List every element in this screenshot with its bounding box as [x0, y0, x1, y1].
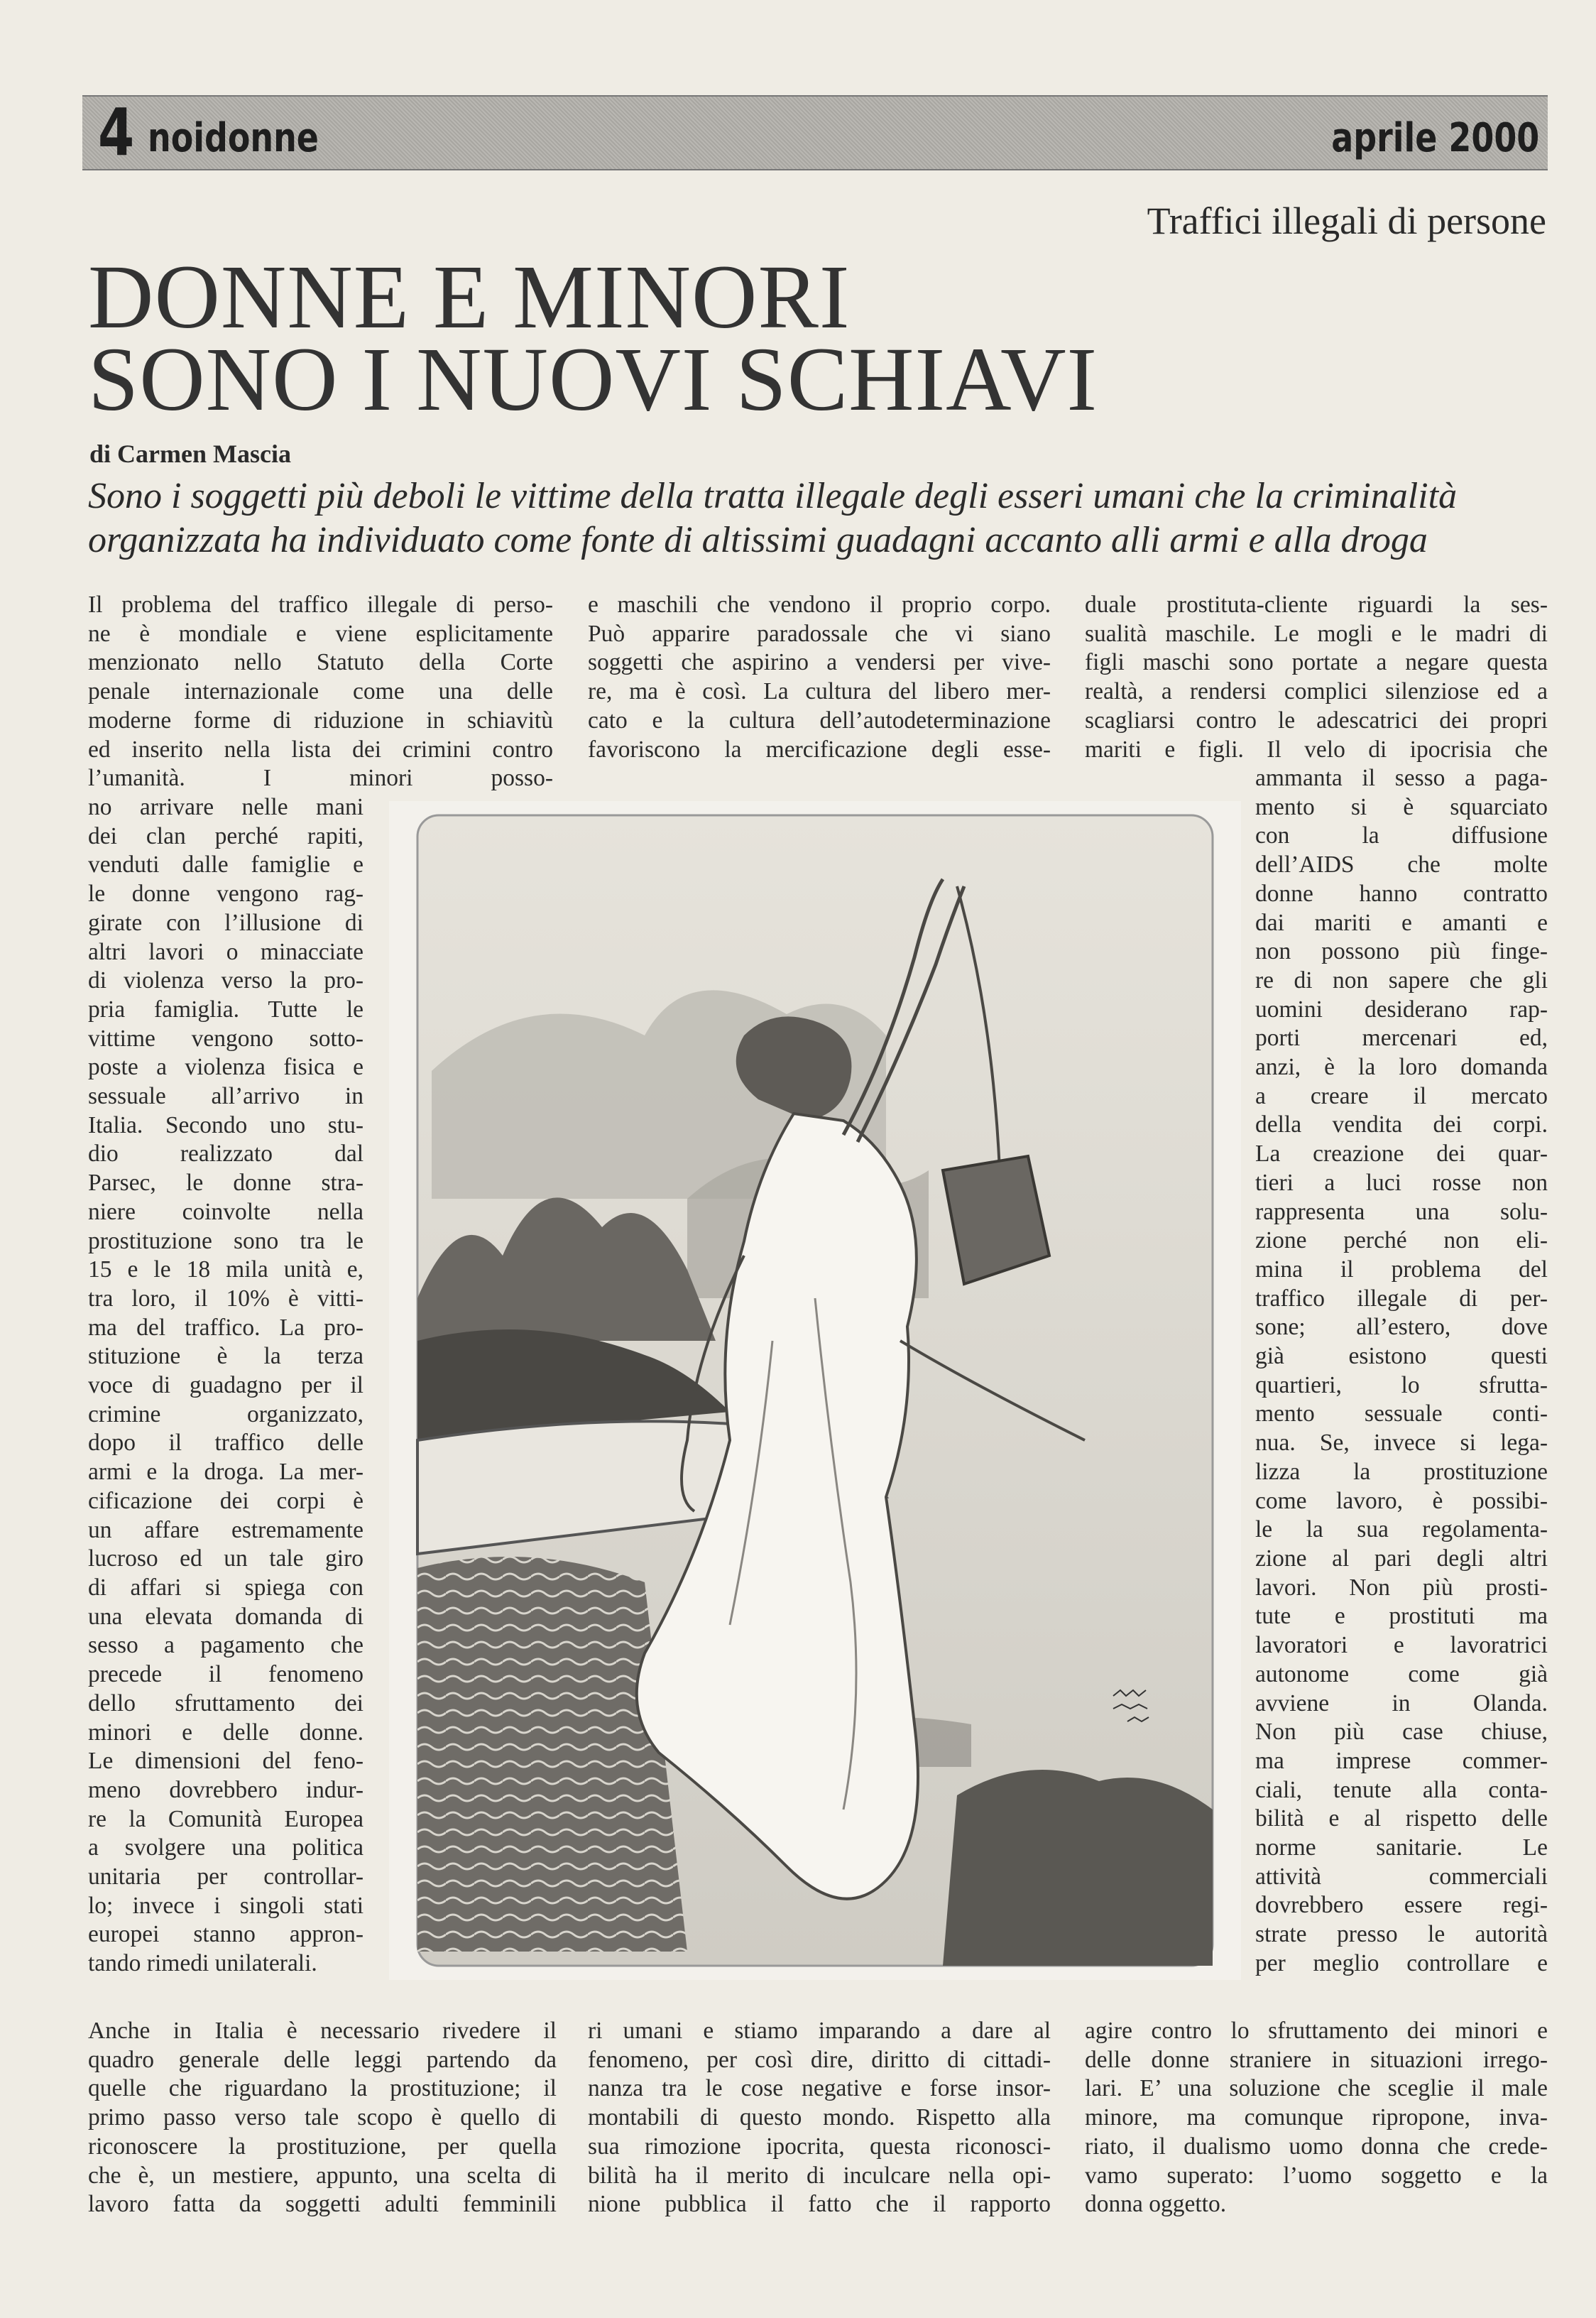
text-line: dello sfruttamento dei — [88, 1689, 364, 1716]
text-line: quadro generale delle leggi partendo da — [88, 2046, 557, 2073]
text-line: agire contro lo sfruttamento dei minori e — [1085, 2018, 1548, 2044]
text-line: girate con l’illusione di — [88, 909, 364, 936]
text-line: no arrivare nelle mani — [88, 794, 364, 820]
text-line: Italia. Secondo uno stu- — [88, 1111, 364, 1138]
text-line: dopo il traffico delle — [88, 1430, 364, 1457]
text-line: re, ma è così. La cultura del libero mer- — [588, 678, 1051, 705]
text-line: La creazione dei quar- — [1255, 1141, 1548, 1168]
text-line: le la sua regolamenta- — [1255, 1516, 1548, 1543]
text-line: venduti dalle famiglie e — [88, 851, 364, 878]
text-line: crimine organizzato, — [88, 1400, 364, 1427]
text-line: ne è mondiale e viene esplicitamente — [88, 620, 553, 647]
text-line: bilità e al rispetto delle — [1255, 1805, 1548, 1832]
text-line: donna oggetto. — [1085, 2191, 1227, 2218]
text-line: primo passo verso tale scopo è quello di — [88, 2104, 557, 2131]
text-line: autonome come già — [1255, 1660, 1548, 1687]
headline-line-1: DONNE E MINORI — [88, 246, 851, 347]
text-line: già esistono questi — [1255, 1343, 1548, 1370]
text-line: tute e prostituti ma — [1255, 1603, 1548, 1630]
illustration-woman-with-lantern — [389, 801, 1241, 1980]
text-line: penale internazionale come una delle — [88, 678, 553, 705]
text-line: delle donne straniere in situazioni irrego- — [1085, 2046, 1548, 2073]
text-line: sualità maschile. Le mogli e le madri di — [1085, 620, 1548, 647]
text-line: dell’AIDS che molte — [1255, 851, 1548, 878]
text-line: che è, un mestiere, appunto, una scelta di — [88, 2162, 557, 2189]
text-line: donne hanno contratto — [1255, 880, 1548, 907]
text-line: per meglio controllare e — [1255, 1949, 1548, 1976]
text-line: unitaria per controllar- — [88, 1863, 364, 1890]
text-line: ma del traffico. La pro- — [88, 1314, 364, 1341]
text-line: lavoratori e lavoratrici — [1255, 1632, 1548, 1659]
text-line: Non più case chiuse, — [1255, 1719, 1548, 1746]
text-line: pria famiglia. Tutte le — [88, 996, 364, 1023]
text-line: lizza la prostituzione — [1255, 1458, 1548, 1485]
text-line: minori e delle donne. — [88, 1719, 364, 1746]
text-line: realtà, a rendersi complici silenziose ed a — [1085, 678, 1548, 705]
text-line: rappresenta una solu- — [1255, 1198, 1548, 1225]
section-label: Traffici illegali di persone — [1147, 200, 1546, 242]
text-line: ri umani e stiamo imparando a dare al — [588, 2018, 1051, 2044]
text-line: mento sessuale conti- — [1255, 1400, 1548, 1427]
column-1-narrow — [88, 793, 364, 1979]
byline: di Carmen Mascia — [89, 440, 291, 468]
text-line: mina il problema del — [1255, 1256, 1548, 1283]
text-line: cato e la cultura dell’autodeterminazione — [588, 707, 1051, 734]
text-line: dei clan perché rapiti, — [88, 822, 364, 849]
text-line: ma imprese commer- — [1255, 1747, 1548, 1774]
headline — [88, 246, 1437, 430]
text-line: le donne vengono rag- — [88, 881, 364, 908]
sea-waves — [417, 1557, 687, 1952]
column-3-narrow — [1255, 764, 1548, 1979]
text-line: re la Comunità Europea — [88, 1805, 364, 1832]
text-line: anzi, è la loro domanda — [1255, 1054, 1548, 1081]
text-line: Le dimensioni del feno- — [88, 1748, 364, 1775]
text-line: Il problema del traffico illegale di perso- — [88, 592, 553, 618]
rocky-shore — [943, 1770, 1213, 1966]
text-line: vamo superato: l’uomo soggetto e la — [1085, 2162, 1548, 2189]
text-line: nione pubblica il fatto che il rapporto — [588, 2191, 1051, 2218]
text-line: figli maschi sono portate a negare questa — [1085, 649, 1548, 676]
text-line: tieri a luci rosse non — [1255, 1169, 1548, 1196]
text-line: lavori. Non più prosti- — [1255, 1574, 1548, 1601]
text-line: a creare il mercato — [1255, 1082, 1548, 1109]
text-line: armi e la droga. La mer- — [88, 1459, 364, 1486]
subhead: Sono i soggetti più deboli le vittime della tratta illegale degli esseri umani che la criminalità organizzata ha individuato come fonte di altissimi guadagni accanto alli armi e alla droga — [88, 476, 1458, 560]
text-line: Anche in Italia è necessario rivedere il — [88, 2018, 557, 2044]
text-line: menzionato nello Statuto della Corte — [88, 649, 553, 676]
text-line: traffico illegale di per- — [1255, 1285, 1548, 1312]
text-line: moderne forme di riduzione in schiavitù — [88, 707, 553, 734]
text-line: e maschili che vendono il proprio corpo. — [588, 592, 1051, 618]
text-line: favoriscono la mercificazione degli esse- — [588, 736, 1051, 763]
text-line: Può apparire paradossale che vi siano — [588, 620, 1051, 647]
text-line: l’umanità. I minori posso- — [88, 765, 553, 792]
text-line: quartieri, lo sfrutta- — [1255, 1371, 1548, 1398]
text-line: niere coinvolte nella — [88, 1198, 364, 1225]
text-line: dovrebbero essere regi- — [1255, 1892, 1548, 1919]
text-line: dai mariti e amanti e — [1255, 909, 1548, 936]
text-line: avviene in Olanda. — [1255, 1689, 1548, 1716]
text-line: poste a violenza fisica e — [88, 1054, 364, 1081]
text-line: attività commerciali — [1255, 1863, 1548, 1890]
text-line: ed inserito nella lista dei crimini contro — [88, 736, 553, 763]
text-line: tra loro, il 10% è vitti- — [88, 1285, 364, 1312]
text-line: scagliarsi contro le adescatrici dei propri — [1085, 707, 1548, 734]
text-line: altri lavori o minacciate — [88, 938, 364, 965]
text-line: lari. E’ una soluzione che sceglie il male — [1085, 2075, 1548, 2102]
text-line: fenomeno, per così dire, diritto di cittadi- — [588, 2046, 1051, 2073]
text-line: sone; all’estero, dove — [1255, 1314, 1548, 1341]
text-line: quelle che riguardano la prostituzione; il — [88, 2075, 557, 2102]
magazine-name: noidonne — [148, 115, 319, 161]
headline-line-2: SONO I NUOVI SCHIAVI — [88, 329, 1098, 430]
text-line: a svolgere una politica — [88, 1834, 364, 1861]
text-line: vittime vengono sotto- — [88, 1025, 364, 1052]
text-line: un affare estremamente — [88, 1516, 364, 1543]
column-3-bottom — [1085, 2017, 1548, 2219]
text-line: precede il fenomeno — [88, 1661, 364, 1688]
text-line: zione perché non eli- — [1255, 1227, 1548, 1254]
column-3-top — [1085, 591, 1548, 764]
text-line: meno dovrebbero indur- — [88, 1776, 364, 1803]
column-1-top — [88, 591, 553, 793]
text-line: di violenza verso la pro- — [88, 967, 364, 994]
text-line: Parsec, le donne stra- — [88, 1170, 364, 1197]
text-line: minore, ma comunque ripropone, inva- — [1085, 2104, 1548, 2131]
text-line: ciali, tenute alla conta- — [1255, 1776, 1548, 1803]
column-2-bottom — [588, 2017, 1051, 2219]
text-line: non possono più finge- — [1255, 938, 1548, 965]
text-line: ammanta il sesso a paga- — [1255, 765, 1548, 791]
text-line: voce di guadagno per il — [88, 1372, 364, 1399]
text-line: europei stanno appron- — [88, 1921, 364, 1948]
text-line: una elevata domanda di — [88, 1603, 364, 1630]
text-line: norme sanitarie. Le — [1255, 1834, 1548, 1861]
page-number: 4 — [98, 94, 135, 170]
text-line: sua rimozione ipocrita, questa riconosci- — [588, 2133, 1051, 2160]
text-line: lucroso ed un tale giro — [88, 1545, 364, 1572]
text-line: lavoro fatta da soggetti adulti femminili — [88, 2191, 557, 2218]
text-line: bilità ha il merito di inculcare nella opi- — [588, 2162, 1051, 2189]
text-line: lo; invece i singoli stati — [88, 1892, 364, 1919]
text-line: zione al pari degli altri — [1255, 1545, 1548, 1572]
text-line: dio realizzato dal — [88, 1141, 364, 1168]
text-line: come lavoro, è possibi- — [1255, 1487, 1548, 1514]
text-line: prostituzione sono tra le — [88, 1227, 364, 1254]
text-line: della vendita dei corpi. — [1255, 1111, 1548, 1138]
text-line: uomini desiderano rap- — [1255, 996, 1548, 1023]
text-line: porti mercenari ed, — [1255, 1025, 1548, 1052]
text-line: strate presso le autorità — [1255, 1921, 1548, 1948]
text-line: riconoscere la prostituzione, per quella — [88, 2133, 557, 2160]
text-line: riato, il dualismo uomo donna che crede- — [1085, 2133, 1548, 2160]
text-line: re di non sapere che gli — [1255, 967, 1548, 994]
text-line: con la diffusione — [1255, 822, 1548, 849]
text-line: mento si è squarciato — [1255, 793, 1548, 820]
text-line: duale prostituta-cliente riguardi la ses- — [1085, 592, 1548, 618]
text-line: di affari si spiega con — [88, 1574, 364, 1601]
text-line: 15 e le 18 mila unità e, — [88, 1256, 364, 1283]
text-line: cificazione dei corpi è — [88, 1487, 364, 1514]
text-line: montabili di questo mondo. Rispetto alla — [588, 2104, 1051, 2131]
issue-date: aprile 2000 — [1331, 115, 1539, 161]
text-line: sesso a pagamento che — [88, 1632, 364, 1659]
text-line: tando rimedi unilaterali. — [88, 1950, 317, 1977]
text-line: nanza tra le cose negative e forse insor- — [588, 2075, 1051, 2102]
text-line: sessuale all’arrivo in — [88, 1083, 364, 1110]
text-line: stituzione è la terza — [88, 1343, 364, 1370]
text-line: mariti e figli. Il velo di ipocrisia che — [1085, 736, 1548, 763]
text-line: nua. Se, invece si lega- — [1255, 1430, 1548, 1457]
text-line: soggetti che aspirino a vendersi per vive- — [588, 649, 1051, 676]
column-2-top — [588, 591, 1051, 764]
column-1-bottom — [88, 2017, 557, 2219]
